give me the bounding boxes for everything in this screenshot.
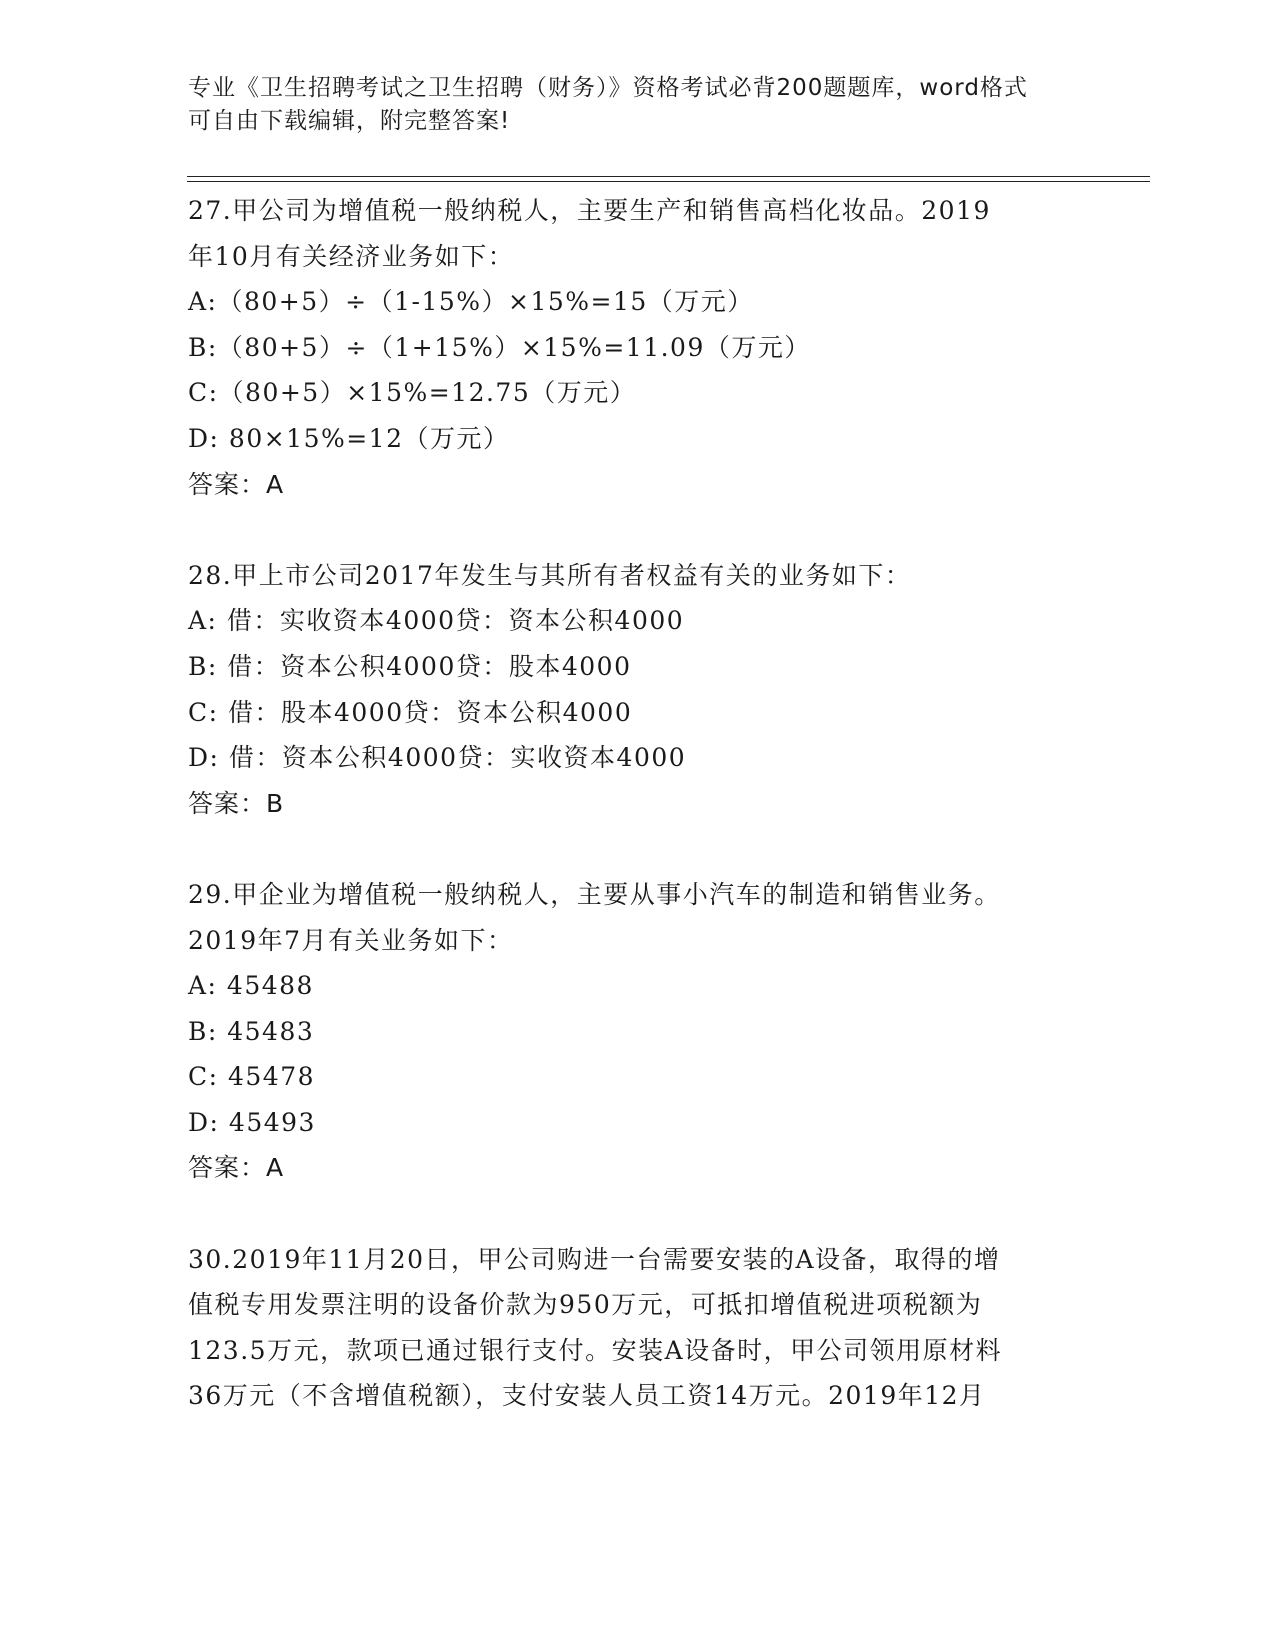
question-27-option-d: D: 80×15%=12（万元）	[188, 423, 510, 453]
question-spacer	[188, 1191, 1108, 1237]
question-30-stem-line-1: 30.2019年11月20日，甲公司购进一台需要安装的A设备，取得的增	[188, 1244, 1001, 1274]
question-29-option-a: A: 45488	[188, 971, 314, 1001]
question-28	[188, 553, 1108, 827]
question-30-stem-line-3: 123.5万元，款项已通过银行支付。安装A设备时，甲公司领用原材料	[188, 1335, 1003, 1365]
question-30-stem-line-2: 值税专用发票注明的设备价款为950万元，可抵扣增值税进项税额为	[188, 1290, 983, 1320]
question-27-answer: 答案：A	[188, 469, 285, 499]
header-line-1: 专业《卫生招聘考试之卫生招聘（财务）》资格考试必背200题题库，word格式	[188, 75, 1028, 101]
question-list	[188, 188, 1108, 1419]
question-29	[188, 872, 1108, 1191]
question-28-option-d: D: 借：资本公积4000贷：实收资本4000	[188, 743, 687, 773]
question-27	[188, 188, 1108, 507]
question-27-stem-line-2: 年10月有关经济业务如下：	[188, 241, 515, 271]
question-28-option-a: A: 借：实收资本4000贷：资本公积4000	[188, 606, 685, 636]
question-29-answer: 答案：A	[188, 1153, 285, 1183]
question-29-stem-line-1: 29.甲企业为增值税一般纳税人，主要从事小汽车的制造和销售业务。	[188, 879, 1001, 909]
question-spacer	[188, 826, 1108, 872]
question-30-stem-line-4: 36万元（不含增值税额），支付安装人员工资14万元。2019年12月	[188, 1381, 986, 1411]
question-29-stem-line-2: 2019年7月有关业务如下：	[188, 925, 514, 955]
document-header	[188, 72, 1088, 138]
question-27-option-c: C:（80+5）×15%=12.75（万元）	[188, 378, 637, 408]
header-rule-bottom	[187, 181, 1150, 182]
header-rule-top	[187, 176, 1150, 177]
question-29-option-b: B: 45483	[188, 1016, 315, 1046]
question-28-stem-line-1: 28.甲上市公司2017年发生与其所有者权益有关的业务如下：	[188, 560, 912, 590]
question-29-option-c: C: 45478	[188, 1062, 316, 1092]
question-27-option-b: B:（80+5）÷（1+15%）×15%=11.09（万元）	[188, 332, 811, 362]
question-28-option-c: C: 借：股本4000贷：资本公积4000	[188, 697, 633, 727]
question-30	[188, 1237, 1108, 1419]
header-line-2: 可自由下载编辑，附完整答案!	[188, 108, 511, 134]
question-spacer	[188, 507, 1108, 553]
question-28-answer: 答案：B	[188, 788, 285, 818]
question-28-option-b: B: 借：资本公积4000贷：股本4000	[188, 651, 632, 681]
question-27-option-a: A:（80+5）÷（1-15%）×15%=15（万元）	[188, 287, 754, 317]
question-27-stem-line-1: 27.甲公司为增值税一般纳税人，主要生产和销售高档化妆品。2019	[188, 196, 991, 225]
question-29-option-d: D: 45493	[188, 1107, 316, 1137]
